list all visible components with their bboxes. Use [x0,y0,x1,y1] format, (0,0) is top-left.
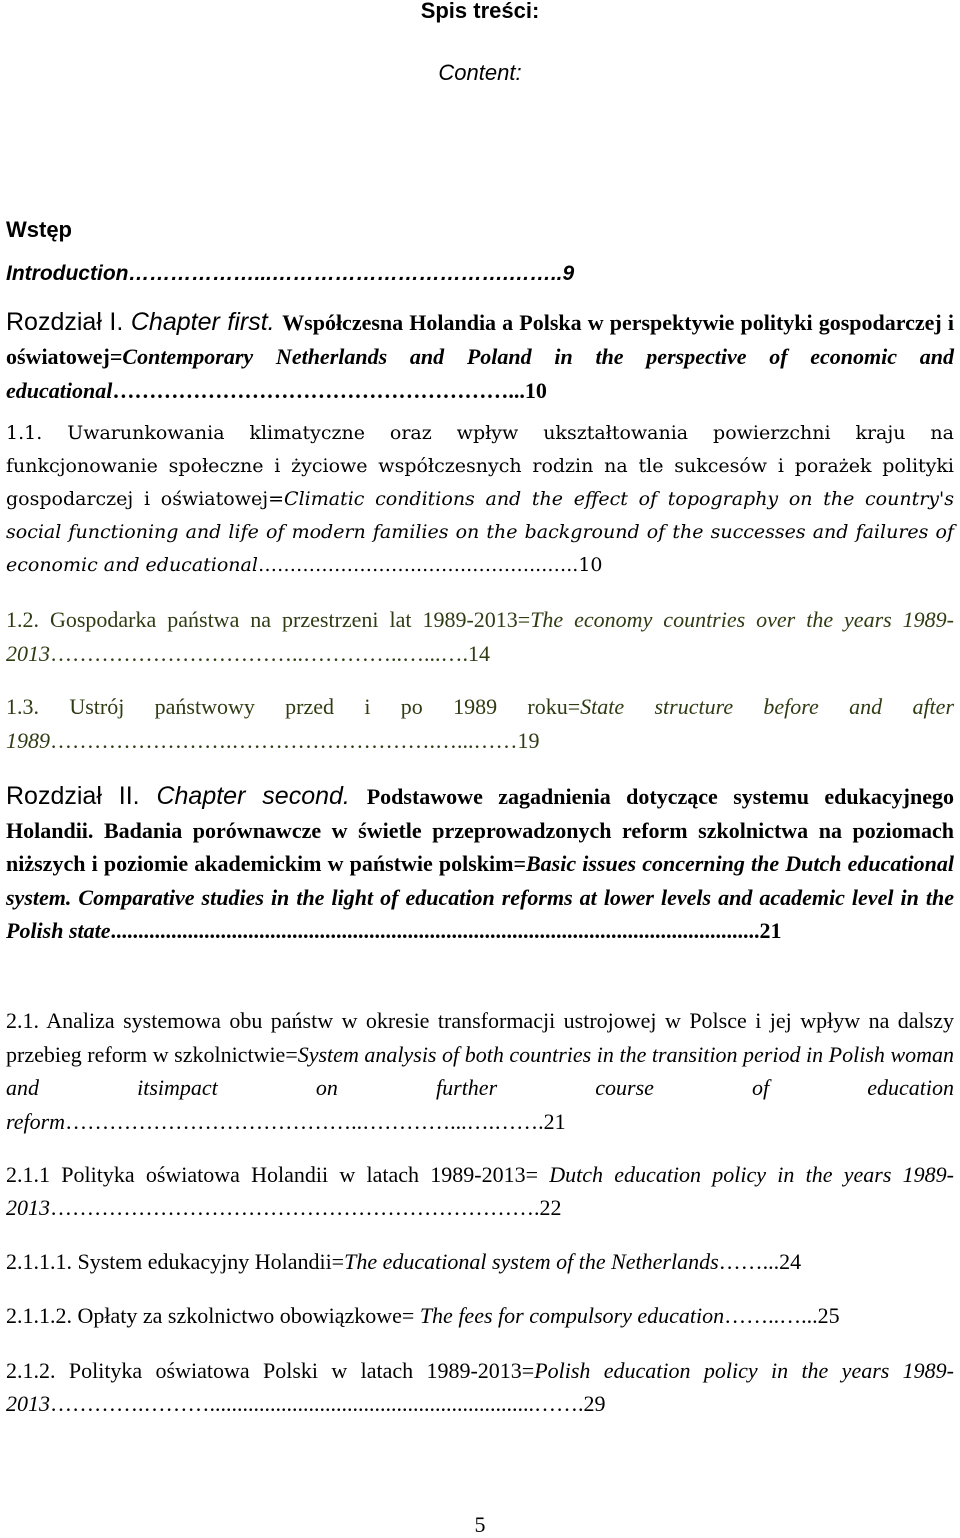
toc-entry-intro: Introduction………………...…………………………….……..9 [6,262,575,285]
toc-leader: ……..…... [724,1303,818,1328]
page-number: 5 [474,1512,486,1537]
toc-leader: ……………………………..…………..…...…. [50,641,468,666]
toc-subtitle: Content: [438,60,522,85]
toc-entry-2-1-1-1: 2.1.1.1. System edukacyjny Holandii=The educational system of the Netherlands……...24 [6,1249,802,1274]
toc-page-number: 21 [543,1108,566,1134]
toc-leader: ……... [718,1249,780,1274]
toc-entry-2-1-1: 2.1.1 Polityka oświatowa Holandii w latach 1989-2013= Dutch education policy in the years 1989-2013………………………………………………………….22 [6,1162,954,1220]
toc-entry-1-1: 1.1. Uwarunkowania klimatyczne oraz wpływ ukształtowania powierzchni kraju na funkcjonowanie społeczne i życiowe współczesnych rodzin na tle sukcesów i porażek polityki gospodarczej i oświatowej=Climatic conditions and the effect of topography on the country's social functioning and life of modern families on the background of the successes and failures of economic and educational……………………..……..………...…..10 [6,422,955,576]
toc-entry-2-1: 2.1. Analiza systemowa obu państw w okresie transformacji ustrojowej w Polsce i jej wpływ na dalszy przebieg reform w szkolnictwie=System analysis of both countries in the transition period in Polish woman and itsimpact on further course of education reform…………………………………..…………...….…….21 [6,1008,955,1134]
toc-leader: …………………….……………………….…...…… [50,728,518,753]
toc-entry-chapter-2: Rozdział II. Chapter second. Podstawowe zagadnienia dotyczące systemu edukacyjnego Holandii. Badania porównawcze w świetle przeprowadzonych reform szkolnictwa na poziomach niższych i poziomie akademickim w państwie polskim=Basic issues concerning the Dutch educational system. Comparative studies in the light of education reforms at lower levels and academic level in the Polish state......................................................................................................................21 [6,782,954,943]
toc-leader: ...................................................................................................................... [110,918,760,943]
toc-page-number: 10 [524,378,547,403]
toc-page-number: 22 [539,1195,562,1220]
toc-leader: …………………………………………………………. [50,1195,540,1220]
toc-page-number: 24 [779,1249,802,1274]
toc-page-number: 19 [517,728,540,753]
toc-page-number: 14 [468,641,490,666]
toc-entry-2-1-2: 2.1.2. Polityka oświatowa Polski w latach 1989-2013=Polish education policy in the years 1989-2013………….………...........................................................…….29 [6,1358,955,1416]
toc-leader: ……………………..……..………...….. [257,554,579,576]
toc-title: Spis treści: [420,0,540,23]
toc-entry-1-2: 1.2. Gospodarka państwa na przestrzeni lat 1989-2013=The economy countries over the years 1989-2013……………………………..…………..…...….14 [6,607,954,666]
toc-page-number: 29 [583,1391,606,1416]
toc-page-number: 21 [759,918,782,943]
toc-entry-chapter-1: Rozdział I. Chapter first. Współczesna Holandia a Polska w perspektywie polityki gospodarczej i oświatowej=Contemporary Netherlands and Poland in the perspective of economic and educational………………………………………………...10 [6,308,954,403]
toc-page-number: 10 [578,554,603,576]
toc-page-number: 25 [817,1303,840,1328]
toc-entry-2-1-1-2: 2.1.1.2. Opłaty za szkolnictwo obowiązkowe= The fees for compulsory education……..…...25 [6,1303,840,1328]
toc-leader: ………………...…………………………….…….. [128,262,563,285]
toc-page-number: 9 [562,262,575,285]
toc-leader: …………………………………..…………...….……. [65,1108,544,1134]
toc-entry-intro-pl: Wstęp [6,217,72,242]
toc-leader: ………….………...........................................................……. [50,1391,584,1416]
toc-leader: ………………………………………………... [112,378,525,403]
toc-entry-1-3: 1.3. Ustrój państwowy przed i po 1989 roku=State structure before and after 1989…………………….……………………….…...……19 [6,694,954,753]
